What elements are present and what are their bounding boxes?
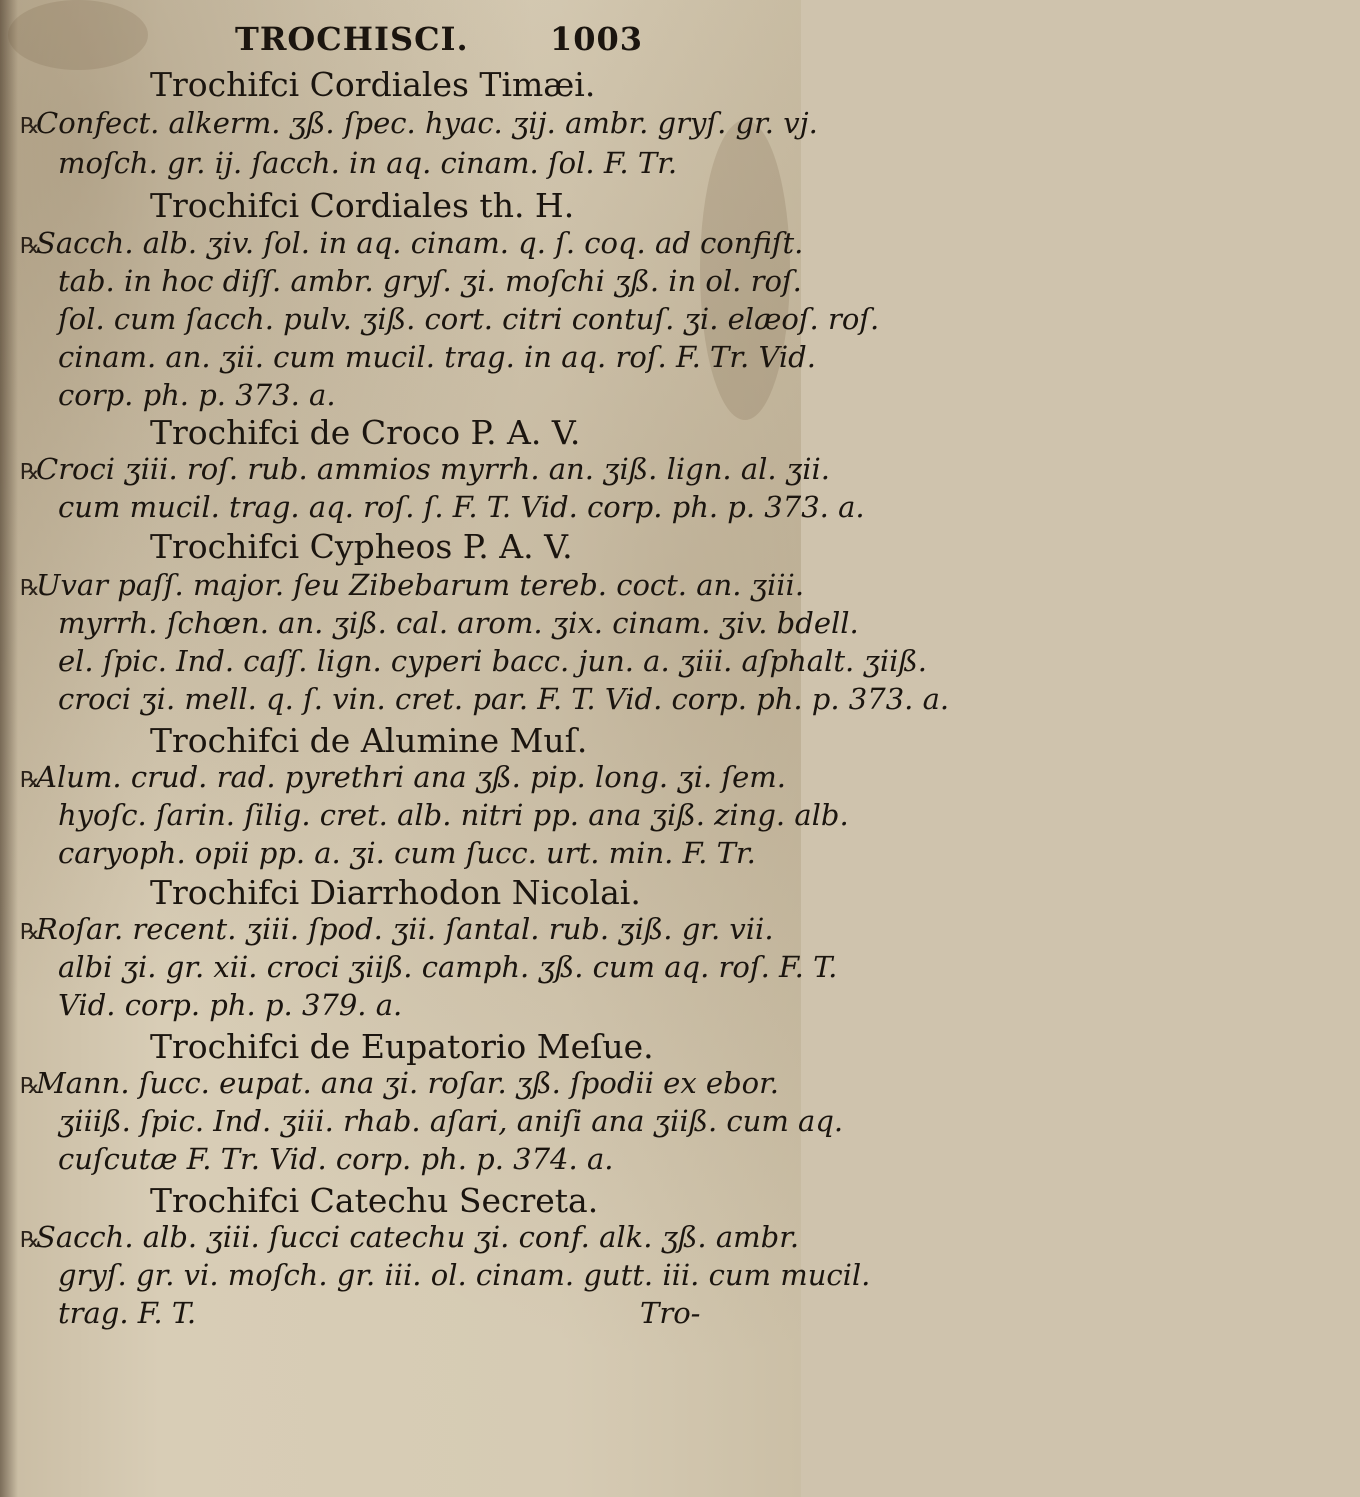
recipe-line bbox=[20, 452, 830, 490]
recipe-line-text: Mann. ſucc. eupat. ana ʒi. roſar. ʒß. ſpodii ex ebor. bbox=[36, 1066, 779, 1100]
recipe-line-text: Tro- bbox=[640, 1296, 701, 1330]
recipe-line bbox=[58, 146, 778, 180]
recipe-heading bbox=[150, 1182, 870, 1220]
recipe-line bbox=[58, 988, 778, 1022]
recipe-heading bbox=[150, 1028, 870, 1066]
recipe-symbol: ℞ bbox=[20, 460, 40, 485]
recipe-symbol: ℞ bbox=[20, 576, 40, 601]
recipe-line bbox=[20, 1220, 800, 1258]
recipe-title-text: Trochifci Cypheos P. A. V. bbox=[150, 527, 573, 566]
recipe-heading bbox=[150, 874, 870, 912]
recipe-line bbox=[58, 1104, 844, 1138]
recipe-heading bbox=[150, 414, 870, 452]
recipe-heading bbox=[150, 187, 870, 225]
recipe-line bbox=[640, 1296, 1360, 1330]
recipe-title-text: Trochifci de Alumine Muſ. bbox=[150, 721, 588, 760]
recipe-line-text: Sacch. alb. ʒiii. ſucci catechu ʒi. conf. alk. ʒß. ambr. bbox=[36, 1220, 800, 1254]
recipe-line bbox=[58, 264, 802, 298]
recipe-line-text: caryoph. opii pp. a. ʒi. cum ſucc. urt. min. F. Tr. bbox=[58, 836, 756, 870]
recipe-line-text: el. ſpic. Ind. caſſ. lign. cyperi bacc. jun. a. ʒiii. aſphalt. ʒiiß. bbox=[58, 644, 927, 678]
recipe-symbol: ℞ bbox=[20, 1074, 40, 1099]
recipe-line-text: myrrh. ſchœn. an. ʒiß. cal. arom. ʒix. cinam. ʒiv. bdell. bbox=[58, 606, 859, 640]
recipe-line-text: moſch. gr. ij. ſacch. in aq. cinam. ſol. F. Tr. bbox=[58, 146, 678, 180]
recipe-line-text: trag. F. T. bbox=[58, 1296, 197, 1330]
recipe-line bbox=[20, 106, 818, 144]
recipe-line bbox=[20, 1066, 779, 1104]
recipe-line-text: Croci ʒiii. roſ. rub. ammios myrrh. an. ʒiß. lign. al. ʒii. bbox=[36, 452, 830, 486]
recipe-line-text: Uvar paſſ. major. ſeu Zibebarum tereb. coct. an. ʒiii. bbox=[36, 568, 805, 602]
recipe-line bbox=[58, 798, 849, 832]
recipe-line-text: ʒiiiß. ſpic. Ind. ʒiii. rhab. aſari, aniſi ana ʒiiß. cum aq. bbox=[58, 1104, 844, 1138]
recipe-symbol: ℞ bbox=[20, 234, 40, 259]
recipe-line-text: ſol. cum ſacch. pulv. ʒiß. cort. citri contuſ. ʒi. elæoſ. roſ. bbox=[58, 302, 880, 336]
running-head-title: TROCHISCI. bbox=[235, 20, 469, 58]
page-number: 1003 bbox=[550, 20, 644, 58]
recipe-line-text: Vid. corp. ph. p. 379. a. bbox=[58, 988, 403, 1022]
recipe-line-text: croci ʒi. mell. q. ſ. vin. cret. par. F. T. Vid. corp. ph. p. 373. a. bbox=[58, 682, 950, 716]
recipe-title-text: Trochifci Diarrhodon Nicolai. bbox=[150, 873, 641, 912]
recipe-symbol: ℞ bbox=[20, 920, 40, 945]
page-gutter-shadow bbox=[0, 0, 18, 1497]
recipe-line bbox=[58, 606, 859, 640]
recipe-line bbox=[20, 568, 805, 606]
recipe-heading bbox=[150, 66, 870, 104]
recipe-line-text: corp. ph. p. 373. a. bbox=[58, 378, 336, 412]
paper-stain bbox=[8, 0, 148, 70]
recipe-line bbox=[20, 912, 774, 950]
recipe-symbol: ℞ bbox=[20, 1228, 40, 1253]
recipe-line-text: cuſcutæ F. Tr. Vid. corp. ph. p. 374. a. bbox=[58, 1142, 614, 1176]
recipe-line-text: cinam. an. ʒii. cum mucil. trag. in aq. roſ. F. Tr. Vid. bbox=[58, 340, 816, 374]
recipe-title-text: Trochifci Cordiales Timæi. bbox=[150, 65, 596, 104]
recipe-line-text: gryſ. gr. vi. moſch. gr. iii. ol. cinam. gutt. iii. cum mucil. bbox=[58, 1258, 871, 1292]
recipe-line-text: Roſar. recent. ʒiii. ſpod. ʒii. ſantal. rub. ʒiß. gr. vii. bbox=[36, 912, 774, 946]
recipe-line bbox=[20, 226, 804, 264]
recipe-line-text: cum mucil. trag. aq. roſ. ſ. F. T. Vid. corp. ph. p. 373. a. bbox=[58, 490, 865, 524]
running-head bbox=[235, 20, 755, 60]
recipe-line bbox=[20, 760, 787, 798]
recipe-line bbox=[58, 682, 950, 716]
recipe-line bbox=[58, 1258, 871, 1292]
recipe-line bbox=[58, 836, 778, 870]
recipe-line-text: Confect. alkerm. ʒß. ſpec. hyac. ʒij. ambr. gryſ. gr. vj. bbox=[36, 106, 818, 140]
recipe-title-text: Trochifci Cordiales th. H. bbox=[150, 186, 575, 225]
recipe-symbol: ℞ bbox=[20, 114, 40, 139]
recipe-line bbox=[58, 950, 838, 984]
recipe-line-text: hyoſc. ſarin. ſilig. cret. alb. nitri pp. ana ʒiß. zing. alb. bbox=[58, 798, 849, 832]
recipe-line bbox=[58, 644, 927, 678]
recipe-line-text: Sacch. alb. ʒiv. ſol. in aq. cinam. q. ſ. coq. ad confiſt. bbox=[36, 226, 804, 260]
recipe-line-text: albi ʒi. gr. xii. croci ʒiiß. camph. ʒß. cum aq. roſ. F. T. bbox=[58, 950, 838, 984]
recipe-line-text: tab. in hoc diſſ. ambr. gryſ. ʒi. moſchi ʒß. in ol. roſ. bbox=[58, 264, 802, 298]
recipe-line bbox=[58, 1142, 778, 1176]
recipe-line bbox=[58, 302, 880, 336]
recipe-title-text: Trochifci de Croco P. A. V. bbox=[150, 413, 581, 452]
recipe-line bbox=[58, 490, 865, 524]
recipe-line-text: Alum. crud. rad. pyrethri ana ʒß. pip. long. ʒi. ſem. bbox=[36, 760, 787, 794]
recipe-title-text: Trochifci de Eupatorio Meſue. bbox=[150, 1027, 654, 1066]
recipe-heading bbox=[150, 528, 870, 566]
recipe-heading bbox=[150, 722, 870, 760]
recipe-line bbox=[58, 340, 816, 374]
recipe-title-text: Trochifci Catechu Secreta. bbox=[150, 1181, 599, 1220]
recipe-symbol: ℞ bbox=[20, 768, 40, 793]
recipe-line bbox=[58, 378, 778, 412]
